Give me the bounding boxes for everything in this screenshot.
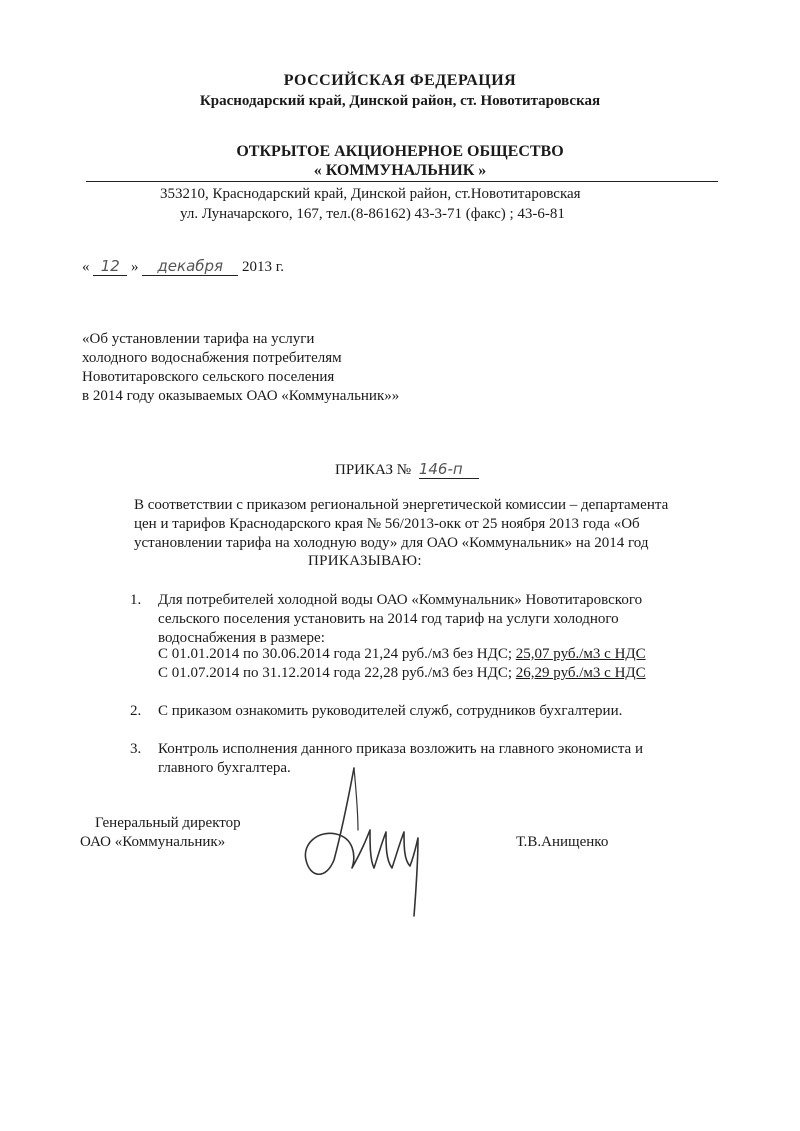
tariff-rate-vat: 25,07 руб./м3 с НДС [515,646,646,662]
date-close-quote: » [131,259,139,275]
intro-line: цен и тарифов Краснодарского края № 56/2013-окк от 25 ноября 2013 года «Об [134,516,640,532]
item-text: С приказом ознакомить руководителей служб, сотрудников бухгалтерии. [158,703,623,719]
order-title-label: ПРИКАЗ № [335,462,412,478]
order-item-1 [130,592,642,609]
item-number: 1. [130,592,142,608]
item-text: главного бухгалтера. [158,760,291,776]
order-item-3 [130,741,643,758]
item-text: Для потребителей холодной воды ОАО «Коммунальник» Новотитаровского [158,592,643,608]
document-date [82,257,284,276]
intro-line: В соответствии с приказом региональной энергетической комиссии – департамента [134,497,669,513]
header-divider [86,181,718,182]
orders-heading: ПРИКАЗЫВАЮ: [308,553,422,569]
date-month: декабря [142,257,238,276]
header-country: РОССИЙСКАЯ ФЕДЕРАЦИЯ [283,72,517,89]
signatory-org: ОАО «Коммунальник» [80,834,226,850]
tariff-rate-2 [158,665,646,682]
header-region: Краснодарский край, Динской район, ст. Новотитаровская [199,93,601,109]
header-org-type: ОТКРЫТОЕ АКЦИОНЕРНОЕ ОБЩЕСТВО [236,143,564,160]
item-number: 2. [130,703,142,719]
item-text: водоснабжения в размере: [158,630,325,646]
signatory-title: Генеральный директор [95,815,241,831]
date-day: 12 [93,257,127,276]
subject-line: в 2014 году оказываемых ОАО «Коммунальник»» [82,388,400,404]
tariff-rate-1 [158,646,646,663]
order-item-2 [130,703,622,720]
item-text: сельского поселения установить на 2014 год тариф на услуги холодного [158,611,619,627]
date-open-quote: « [82,259,90,275]
item-number: 3. [130,741,142,757]
subject-line: холодного водоснабжения потребителям [82,350,342,366]
intro-line: установлении тарифа на холодную воду» для ОАО «Коммунальник» на 2014 год [134,535,649,551]
subject-line: Новотитаровского сельского поселения [82,369,335,385]
tariff-rate-vat: 26,29 руб./м3 с НДС [515,665,646,681]
subject-line: «Об установлении тарифа на услуги [82,331,315,347]
header-address-line1: 353210, Краснодарский край, Динской район, ст.Новотитаровская [160,186,581,202]
tariff-rate-text: С 01.01.2014 по 30.06.2014 года 21,24 руб./м3 без НДС; [158,646,516,662]
tariff-rate-text: С 01.07.2014 по 31.12.2014 года 22,28 руб./м3 без НДС; [158,665,516,681]
handwritten-signature [296,760,436,920]
header-address-line2: ул. Луначарского, 167, тел.(8-86162) 43-3-71 (факс) ; 43-6-81 [180,206,565,222]
date-year: 2013 г. [242,259,284,275]
header-org-name: « КОММУНАЛЬНИК » [313,162,487,179]
item-text: Контроль исполнения данного приказа возложить на главного экономиста и [158,741,643,757]
signatory-name: Т.В.Анищенко [516,834,609,850]
order-title [335,460,479,479]
order-number: 146-п [419,460,479,479]
